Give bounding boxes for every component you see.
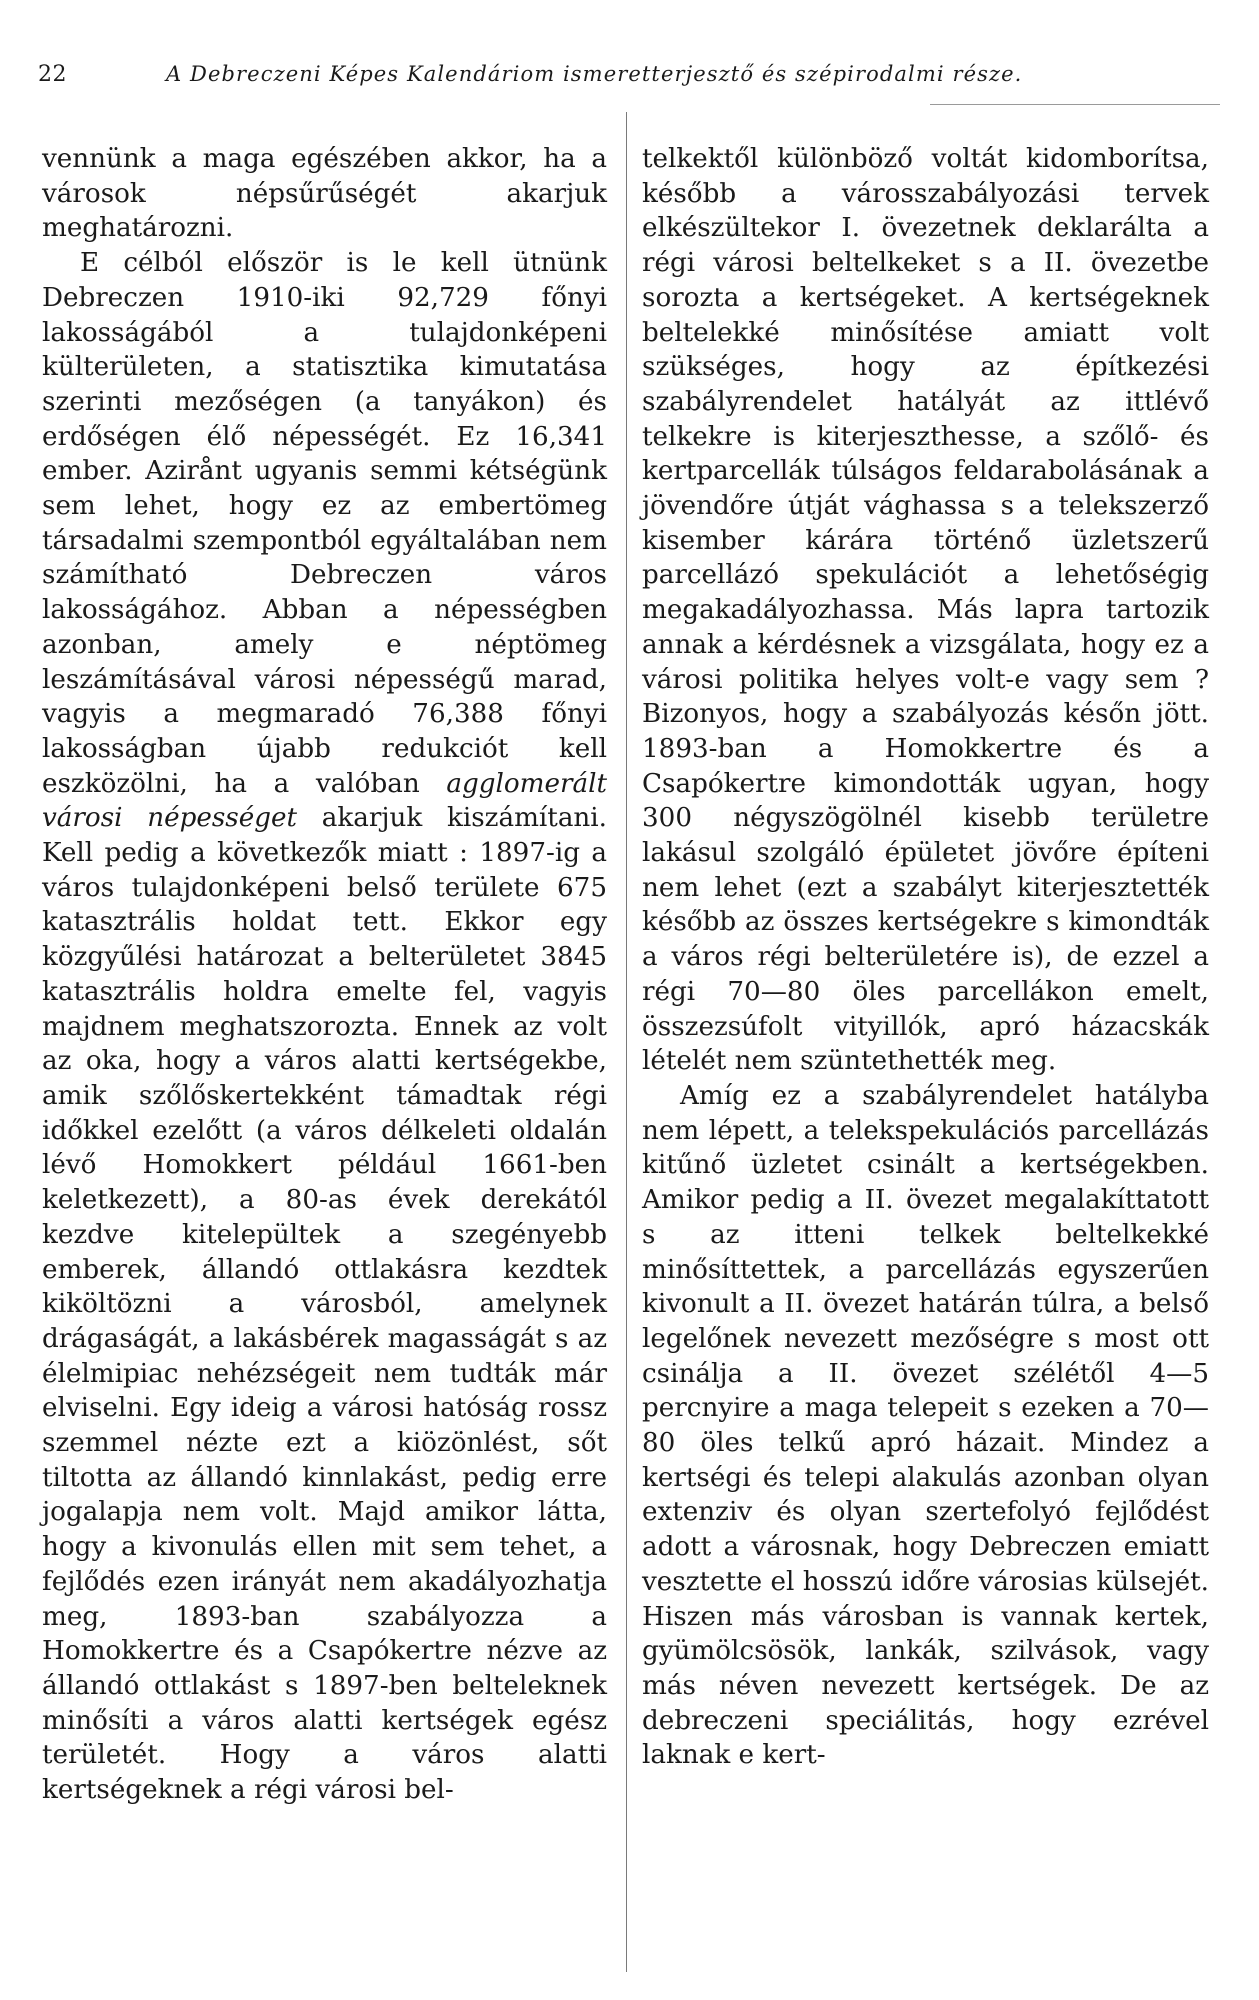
left-paragraph-2-text-b: akarjuk kiszámítani. Kell pedig a következők miatt : 1897-ig a város tulajdonképeni belső területe 675 katasztrális holdat tett. Ekkor egy közgyűlési határozat a belterületet 3845 katasztrális holdra emelte fel, vagyis majdnem meghatszorozta. Ennek az volt az oka, hogy a város alatti kertségekbe, amik szőlőskertekként támadtak régi időkkel ezelőtt (a város délkeleti oldalán lévő Homokkert például 1661-ben keletkezett), a 80-as évek derekától kezdve kitelepültek a szegényebb emberek, állandó ottlakásra kezdtek kiköltözni a városból, amelynek drágaságát, a lakásbérek magasságát s az élelmipiac nehézségeit nem tudták már elviselni. Egy ideig a városi hatóság rossz szemmel nézte ezt a kiözönlést, sőt tiltotta az állandó kinnlakást, pedig erre jogalapja nem volt. Majd amikor látta, hogy a kivonulás ellen mit sem tehet, a fejlődés ezen irányát nem akadályozhatja meg, 1893-ban szabályozza a Homokkertre és a Csapókertre nézve az állandó ottlakást s 1897-ben belteleknek minősíti a város alatti kertségek egész területét. Hogy a város alatti kertségeknek a régi városi bel-	[42, 803, 607, 1806]
right-paragraph-2: Amíg ez a szabályrendelet hatályba nem lépett, a telekspekulációs parcellázás kitűnő üzletet csinált a kertségekben. Amikor pedig a II. övezet megalakíttatott s az itteni telkek beltelkekké minősíttettek, a parcellázás egyszerűen kivonult a II. övezet határán túlra, a belső legelőnek nevezett mezőségre s most ott csinálja a II. övezet szélétől 4—5 percnyire a maga telepeit s ezeken a 70—80 öles telkű apró házait. Mindez a kertségi és telepi alakulás azonban olyan extenziv és olyan szertefolyó fejlődést adott a városnak, hogy Debreczen emiatt vesztette el hosszú időre városias külsejét. Hiszen más városban is vannak kertek, gyümölcsösök, lankák, szilvások, vagy más néven nevezett kertségek. De az debreczeni speciálitás, hogy ezrével laknak e kert-	[642, 1080, 1209, 1771]
running-title: A Debreczeni Képes Kalendáriom ismeretterjesztő és szépirodalmi része.	[166, 62, 1023, 86]
page-number: 22	[38, 62, 67, 87]
header-rule	[930, 104, 1220, 105]
left-column	[42, 142, 607, 1808]
right-paragraph-1: telkektől különböző voltát kidomborítsa, később a városszabályozási tervek elkészültekor I. övezetnek deklarálta a régi városi beltelkeket s a II. övezetbe sorozta a kertségeket. A kertségeknek beltelekké minősítése amiatt volt szükséges, hogy az építkezési szabályrendelet hatályát az ittlévő telkekre is kiterjeszthesse, a szőlő- és kertparcellák túlságos feldarabolásának a jövendőre útját vághassa s a telekszerző kisember kárára történő üzletszerű parcellázó spekulációt a lehetőségig megakadályozhassa. Más lapra tartozik annak a kérdésnek a vizsgálata, hogy ez a városi politika helyes volt-e vagy sem ? Bizonyos, hogy a szabályozás későn jött. 1893-ban a Homokkertre és a Csapókertre kimondották ugyan, hogy 300 négyszögölnél kisebb területre lakásul szolgáló épületet jövőre építeni nem lehet (ezt a szabályt kiterjesztették később az összes kertségekre s kimondták a város régi belterületére is), de ezzel a régi 70—80 öles parcellákon emelt, összezsúfolt vityillók, apró házacskák lételét nem szüntethették meg.	[642, 144, 1209, 1077]
column-divider	[626, 112, 627, 1972]
left-paragraph-2	[42, 246, 607, 1808]
left-paragraph-2-text-a: E célból először is le kell ütnünk Debreczen 1910-iki 92,729 főnyi lakosságából a tulajdonképeni külterületen, a statisztika kimutatása szerinti mezőségen (a tanyákon) és erdőségen élő népességét. Ez 16,341 ember. Azirånt ugyanis semmi kétségünk sem lehet, hogy ez az embertömeg társadalmi szempontból egyáltalában nem számítható Debreczen város lakosságához. Abban a népességben azonban, amely e néptömeg leszámításával városi népességű marad, vagyis a megmaradó 76,388 főnyi lakosságban újabb redukciót kell eszközölni, ha a valóban	[42, 248, 607, 799]
left-paragraph-2-emphasis: agglomerált városi népességet	[42, 768, 607, 834]
left-paragraph-1: vennünk a maga egészében akkor, ha a városok népsűrűségét akarjuk meghatározni.	[42, 144, 607, 244]
right-column	[642, 142, 1209, 1773]
page-header	[38, 56, 1223, 96]
